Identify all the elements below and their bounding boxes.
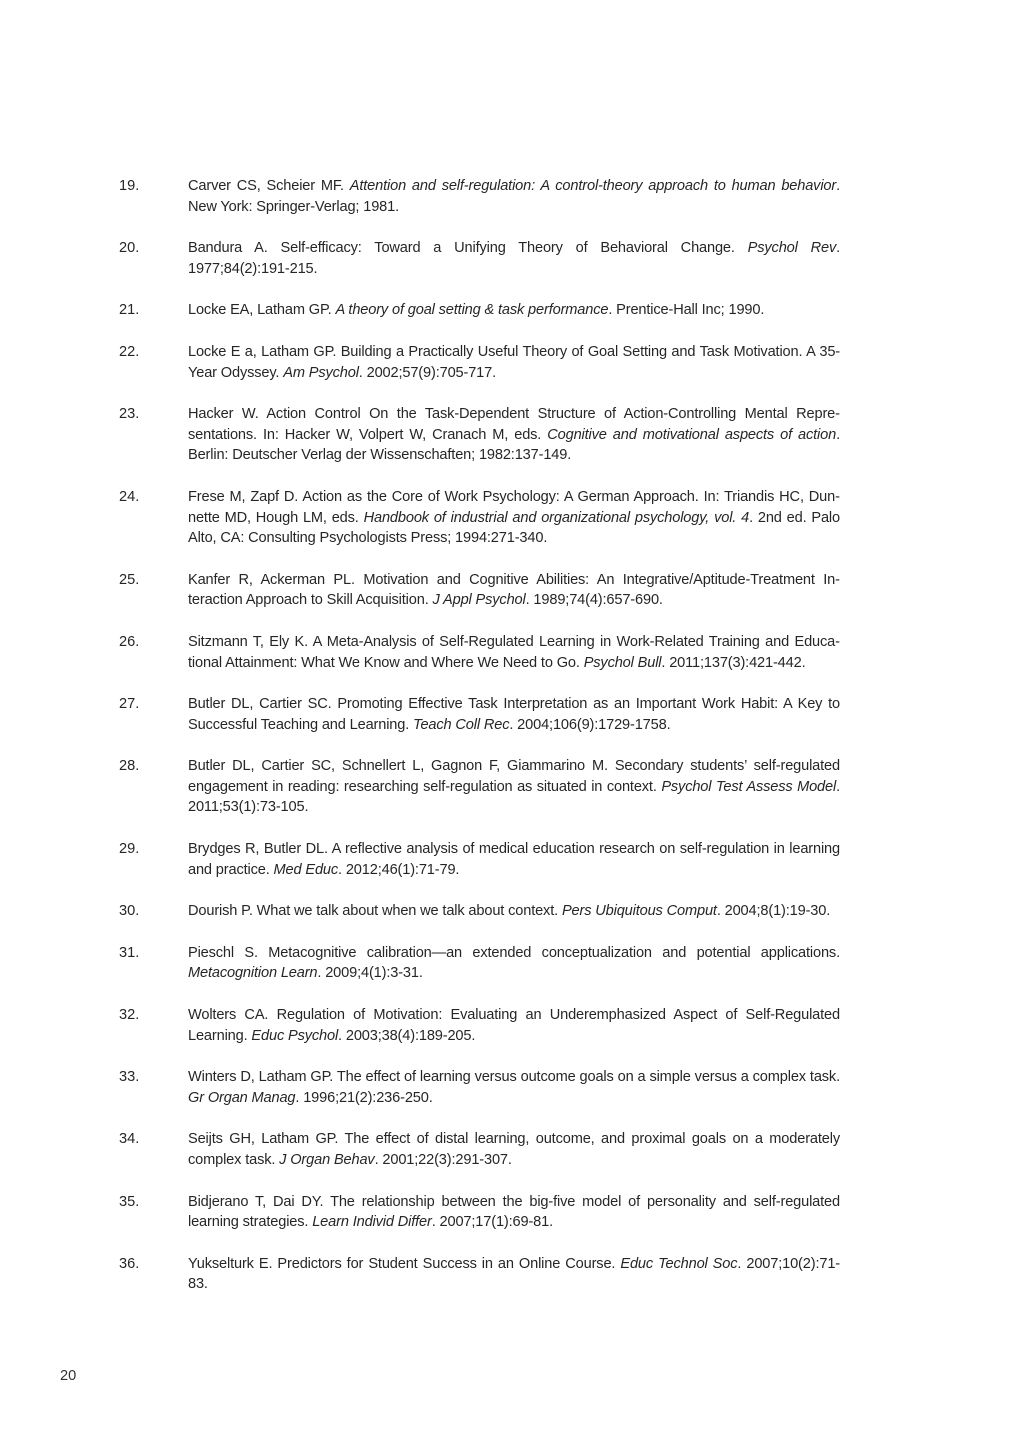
reference-segment: Kanfer R, Ackerman PL. Motivation and Cognitive Abilities: An Integrative/Aptitude-Treatment Interaction Approach to Skill Acquisition. <box>188 571 840 609</box>
reference-segment: . Prentice-Hall Inc; 1990. <box>608 302 765 319</box>
reference-text <box>188 404 840 466</box>
reference-segment: . 1977;84(2):191-215. <box>188 240 840 277</box>
reference-source-title: Cognitive and motivational aspects of action <box>547 426 837 443</box>
page-number: 20 <box>60 1368 77 1384</box>
reference-segment: Locke E a, Latham GP. Building a Practically Useful Theory of Goal Setting and Task Motivation. A 35-Year Odyssey. <box>188 343 840 381</box>
reference-item <box>0 570 1020 611</box>
reference-source-title: Am Psychol <box>283 364 359 381</box>
reference-item <box>0 1067 1020 1108</box>
reference-number: 30. <box>119 903 140 920</box>
reference-segment: . 2011;137(3):421-442. <box>661 654 806 671</box>
reference-text <box>188 238 840 279</box>
reference-item <box>0 1192 1020 1233</box>
reference-segment: Bidjerano T, Dai DY. The relationship between the big-five model of personality and self-regulated learning strategies. <box>188 1193 840 1231</box>
reference-number: 25. <box>119 571 140 588</box>
reference-text <box>188 570 840 611</box>
reference-source-title: Learn Individ Differ <box>312 1214 432 1231</box>
reference-segment: . 2004;106(9):1729-1758. <box>509 716 671 733</box>
reference-source-title: Med Educ <box>273 861 339 878</box>
reference-number: 28. <box>119 758 140 775</box>
reference-segment: . 2001;22(3):291-307. <box>374 1152 512 1168</box>
reference-number: 29. <box>119 841 140 858</box>
reference-segment: . 2009;4(1):3-31. <box>317 965 423 982</box>
reference-item <box>0 238 1020 279</box>
reference-segment: . 2007;10(2):71-83. <box>188 1255 840 1293</box>
reference-text <box>188 1192 840 1233</box>
reference-text <box>188 756 840 818</box>
reference-source-title: Educ Psychol <box>251 1027 339 1044</box>
reference-segment: Butler DL, Cartier SC, Schnellert L, Gagnon F, Giammarino M. Secondary students’ self-regulated engagement in reading: researching self-regulation as situated in context. <box>188 758 840 795</box>
reference-item <box>0 839 1020 880</box>
reference-text <box>188 694 840 735</box>
reference-source-title: Psychol Test Assess Model <box>661 778 837 795</box>
reference-number: 32. <box>119 1007 140 1024</box>
reference-number: 27. <box>119 696 140 713</box>
reference-source-title: J Organ Behav <box>279 1152 375 1168</box>
reference-item <box>0 943 1020 984</box>
reference-segment: Frese M, Zapf D. Action as the Core of Work Psychology: A German Approach. In: Triandis HC, Dunnette MD, Hough LM, eds. <box>188 488 840 526</box>
reference-source-title: Psychol Rev <box>747 240 837 257</box>
reference-list <box>0 176 1020 1316</box>
reference-text <box>188 1129 840 1170</box>
reference-text <box>188 901 840 922</box>
reference-text <box>188 487 840 549</box>
reference-text <box>188 632 840 673</box>
reference-item <box>0 1129 1020 1170</box>
reference-segment: Dourish P. What we talk about when we talk about context. <box>188 903 562 920</box>
reference-source-title: Gr Organ Manag <box>188 1089 296 1106</box>
reference-source-title: Attention and self-regulation: A control-theory approach to human behavior <box>349 178 837 194</box>
reference-number: 26. <box>119 633 140 650</box>
reference-segment: . 1996;21(2):236-250. <box>295 1089 433 1106</box>
reference-item <box>0 632 1020 673</box>
reference-segment: Winters D, Latham GP. The effect of learning versus outcome goals on a simple versus a complex task. <box>188 1069 840 1086</box>
reference-segment: . 2012;46(1):71-79. <box>338 861 460 878</box>
reference-item <box>0 1254 1020 1295</box>
reference-segment: . 1989;74(4):657-690. <box>525 592 663 609</box>
reference-number: 21. <box>119 302 140 319</box>
reference-number: 23. <box>119 406 140 423</box>
reference-number: 36. <box>119 1255 140 1272</box>
reference-segment: Locke EA, Latham GP. <box>188 302 336 319</box>
reference-segment: Seijts GH, Latham GP. The effect of distal learning, outcome, and proximal goals on a moderately complex task. <box>188 1131 840 1168</box>
reference-segment: Yukselturk E. Predictors for Student Success in an Online Course. <box>188 1255 621 1272</box>
reference-item <box>0 342 1020 383</box>
reference-source-title: A theory of goal setting & task performance <box>335 302 609 319</box>
reference-source-title: J Appl Psychol <box>432 592 526 609</box>
reference-source-title: Metacognition Learn <box>188 965 318 982</box>
reference-number: 33. <box>119 1069 140 1086</box>
reference-segment: Hacker W. Action Control On the Task-Dependent Structure of Action-Controlling Mental Representations. In: Hacker W, Volpert W, Cranach M, eds. <box>188 406 840 443</box>
reference-segment: . 2002;57(9):705-717. <box>358 364 497 381</box>
reference-text <box>188 1254 840 1295</box>
reference-number: 31. <box>119 944 140 961</box>
reference-segment: . 2011;53(1):73-105. <box>188 778 840 816</box>
reference-number: 20. <box>119 240 140 257</box>
reference-text <box>188 176 840 217</box>
reference-source-title: Educ Technol Soc <box>620 1255 738 1272</box>
reference-segment: . 2nd ed. Palo Alto, CA: Consulting Psychologists Press; 1994:271-340. <box>188 509 840 547</box>
reference-text <box>188 1067 840 1108</box>
reference-segment: . 2003;38(4):189-205. <box>338 1027 476 1044</box>
reference-number: 24. <box>119 488 140 505</box>
reference-segment: . 2004;8(1):19-30. <box>716 903 831 920</box>
reference-item <box>0 901 1020 922</box>
reference-item <box>0 694 1020 735</box>
reference-item <box>0 404 1020 466</box>
reference-source-title: Pers Ubiquitous Comput <box>561 903 717 920</box>
reference-segment: Sitzmann T, Ely K. A Meta-Analysis of Self-Regulated Learning in Work-Related Training and Educational Attainment: What We Know and Where We Need to Go. <box>188 633 840 671</box>
reference-segment: . 2007;17(1):69-81. <box>431 1214 554 1231</box>
reference-source-title: Teach Coll Rec <box>413 716 510 733</box>
reference-segment: Bandura A. Self-efficacy: Toward a Unifying Theory of Behavioral Change. <box>188 240 748 257</box>
reference-segment: Butler DL, Cartier SC. Promoting Effective Task Interpretation as an Important Work Habit: A Key to Successful Teaching and Learning. <box>188 696 840 733</box>
reference-number: 34. <box>119 1131 140 1148</box>
reference-item <box>0 300 1020 321</box>
reference-segment: Brydges R, Butler DL. A reflective analysis of medical education research on self-regulation in learning and practice. <box>188 841 840 878</box>
reference-item <box>0 1005 1020 1046</box>
reference-number: 22. <box>119 343 140 360</box>
reference-segment: Wolters CA. Regulation of Motivation: Evaluating an Underemphasized Aspect of Self-Regulated Learning. <box>188 1007 840 1044</box>
reference-segment: Pieschl S. Metacognitive calibration—an extended conceptualization and potential applications. <box>188 944 840 961</box>
reference-segment: . Berlin: Deutscher Verlag der Wissenschaften; 1982:137-149. <box>188 426 840 464</box>
reference-text <box>188 1005 840 1046</box>
reference-item <box>0 487 1020 549</box>
reference-text <box>188 342 840 383</box>
reference-text <box>188 839 840 880</box>
reference-item <box>0 756 1020 818</box>
reference-source-title: Psychol Bull <box>583 654 662 671</box>
reference-text <box>188 300 840 321</box>
reference-text <box>188 943 840 984</box>
reference-segment: Carver CS, Scheier MF. <box>188 178 350 194</box>
reference-number: 19. <box>119 178 140 194</box>
reference-source-title: Handbook of industrial and organizational psychology, vol. 4 <box>363 509 750 526</box>
reference-number: 35. <box>119 1193 140 1210</box>
reference-item <box>0 176 1020 217</box>
reference-segment: . New York: Springer-Verlag; 1981. <box>188 178 841 215</box>
